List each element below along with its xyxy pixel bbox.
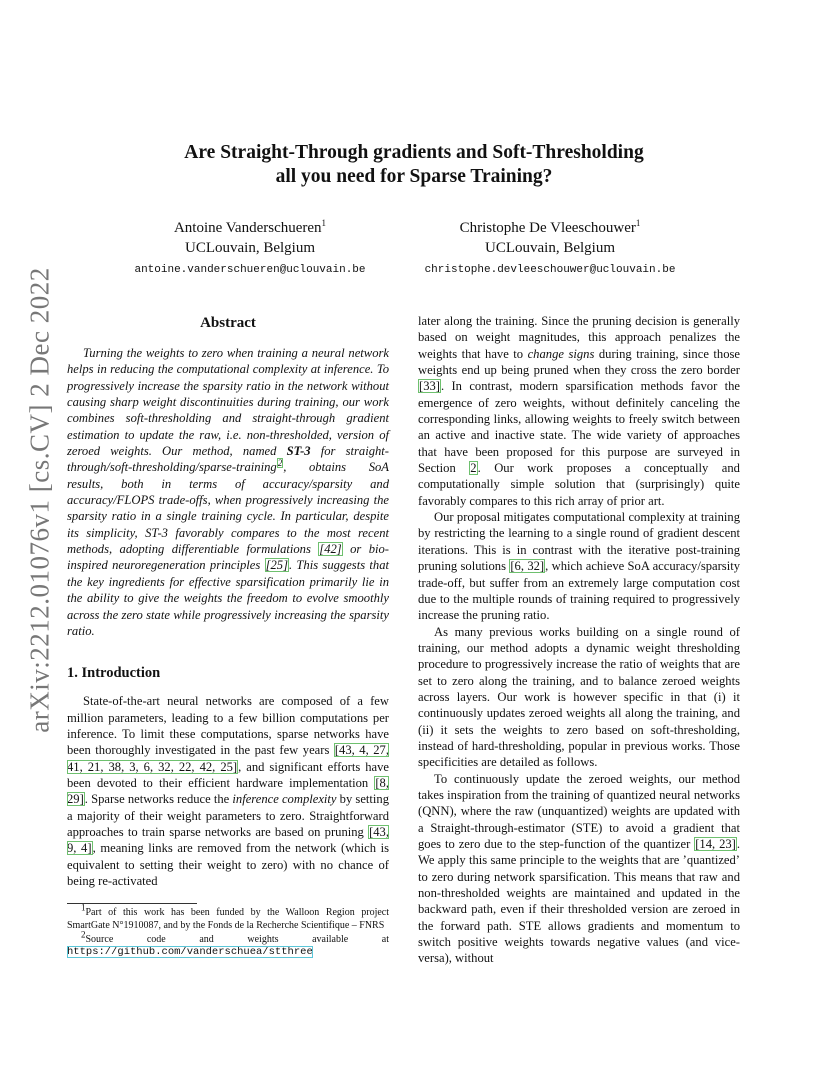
section-link[interactable]: 2 [470,461,477,476]
author-name-2: Christophe De Vleeschouwer$^1$ [459,218,641,236]
footnote-1: $^1$Part of this work has been funded by the Walloon Region project SmartGate N°1910087, and by the Fonds de la Recherche Scientifique – FNRS [67,902,389,931]
citation-link[interactable]: [43, 9, 4] [67,824,389,856]
citation-link[interactable]: [8, 29] [67,775,389,807]
citation-link[interactable]: [33] [419,379,440,394]
title-line-2: all you need for Sparse Training? [275,166,553,187]
author-block-1 [90,218,410,280]
method-name: ST-3 [286,444,311,459]
arxiv-id-text: arXiv:2212.01076v1 [cs.CV] 2 Dec 2022 [24,267,55,733]
citation-link[interactable]: [25] [265,558,288,573]
footnote-2: $^2$Source code and weights available at https://github.com/vanderschuea/stthree [67,929,389,959]
body-paragraph: Our proposal mitigates computational complexity at training by restricting the learning to a single round of gradient descent iterations. This is in contrast with the iterative post-training pruning solutions [6, 32], which achieve SoA accuracy/sparsity trade-off, but suffer from an extremely large computation cost due to the multiple rounds of training required to progressively increase the pruning ratio. [418,510,741,623]
abstract-text: Turning the weights to zero when training a neural network helps in reducing the computational complexity at inference. To progressively increase the sparsity ratio in the network without causing sharp weight discontinuities during training, our work combines soft-thresholding and straight-through gradient estimation to update the raw, i.e. non-thresholded, version of zeroed weights. Our method, named ST-3 for straight-through/soft-thresholding/sparse-training$^2$, obtains SoA results, both in terms of accuracy/sparsity and accuracy/FLOPS trade-offs, when progressively increasing the sparsity ratio in a single training cycle. In particular, despite its simplicity, ST-3 favorably compares to the most recent methods, adopting differentiable formulations [42] or bio-inspired neuroregeneration principles [25]. This suggests that the key ingredients for effective sparsification primarily lie in the ability to give the weights the freedom to evolve smoothly across the zero state while progressively increasing the sparsity ratio. [67,346,389,638]
right-column [418,313,740,967]
section-heading-introduction: 1. Introduction [67,665,161,682]
body-paragraph: later along the training. Since the pruning decision is generally based on weight magnitudes, this approach penalizes the weights that have to change signs during training, since those weights end up being pruned when they cross the zero border [33]. In contrast, modern sparsification methods favor the emergence of zero weights, without definitely canceling the corresponding links, allowing weights to freely switch between an active and inactive state. The wide variety of approaches that have been proposed for this purpose are surveyed in Section 2. Our work proposes a conceptually and computationally simple solution that (surprisingly) quite favorably compares to this rich array of prior art. [418,314,740,508]
author-block-2 [390,218,710,280]
author-email-1[interactable]: antoine.vanderschueren@uclouvain.be [134,264,366,276]
citation-link[interactable]: [14, 23] [695,837,736,851]
left-column [67,313,389,961]
footnote-rule [67,903,197,904]
citation-link[interactable]: [42] [319,542,342,557]
title-line-1: Are Straight-Through gradients and Soft-Thresholding [184,142,644,163]
footnote-link-2[interactable]: 2 [277,458,283,469]
author-name-1: Antoine Vanderschueren$^1$ [173,218,327,236]
intro-paragraph: State-of-the-art neural networks are composed of a few million parameters, leading to a few billion computations per inference. To limit these computations, sparse networks have been thoroughly investigated in the past few years [43, 4, 27, 41, 21, 38, 3, 6, 32, 22, 42, 25], and significant efforts have been devoted to their efficient hardware implementation [8, 29]. Sparse networks reduce the inference complexity by setting a majority of their weight parameters to zero. Straightforward approaches to train sparse networks are based on pruning [43, 9, 4], meaning links are removed from the network (which is equivalent to setting their weight to zero) with no chance of being re-activated [67,694,390,888]
paper-title [120,141,708,189]
body-paragraph: As many previous works building on a single round of training, our method adopts a dynamic weight thresholding procedure to progressively increase the ratio of weights that are set to zero along the training, and to balance zeroed weights across layers. Our work is however specific in that (i) it continuously updates zeroed weights all along the training, and (ii) it sets the weights to zero based on soft-thresholding, instead of hard-thresholding, popular in previous works. Those specificities are detailed as follows. [418,624,740,770]
code-url-link[interactable]: https://github.com/vanderschuea/stthree [67,946,313,959]
body-paragraph: To continuously update the zeroed weights, our method takes inspiration from the training of quantized neural networks (QNN), where the raw (unquantized) weights are updated with a Straight-through-estimator (STE) to avoid a gradient that goes to zero due to the step-function of the quantizer [14, 23]. We apply this same principle to the weights that are ’quantized’ to zero during network sparsification. This means that raw and non-thresholded weights are maintained and updated in the backward path, even if their thresholded version are zeroed in the forward path. STE allows gradients and momentum to switch positive weights towards negative values (and vice-versa), without [418,771,741,966]
author-affiliation-2: UCLouvain, Belgium [485,240,615,256]
author-email-2[interactable]: christophe.devleeschouwer@uclouvain.be [424,264,676,276]
citation-link[interactable]: [43, 4, 27, 41, 21, 38, 3, 6, 32, 22, 42, 25] [67,743,389,774]
arxiv-sidebar-stamp [20,267,60,733]
citation-link[interactable]: [6, 32] [510,559,545,574]
abstract-heading: Abstract [200,315,256,331]
author-affiliation-1: UCLouvain, Belgium [185,240,315,256]
